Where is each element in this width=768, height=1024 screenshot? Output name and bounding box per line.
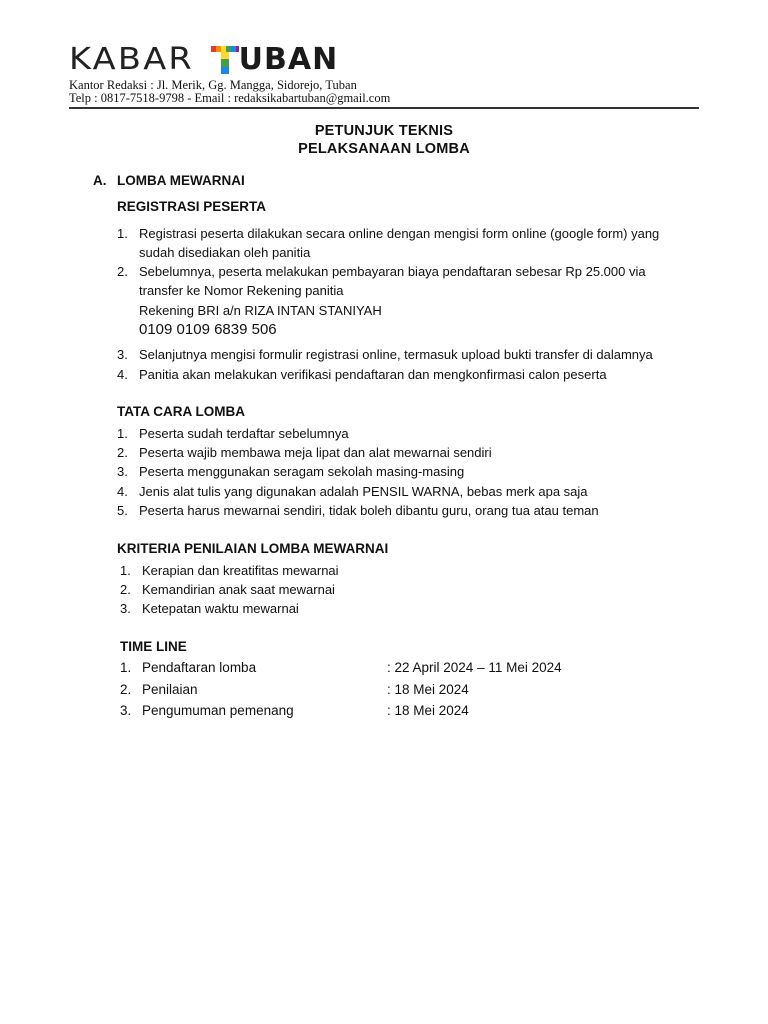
list-item-number: 4. — [117, 484, 128, 499]
document-title-line-1: PETUNJUK TEKNIS — [314, 123, 454, 139]
list-item-number: 1. — [117, 426, 128, 441]
timeline-date: : 18 Mei 2024 — [387, 682, 469, 697]
registrasi-heading: REGISTRASI PESERTA — [117, 199, 267, 214]
list-item-text: Rekening BRI a/n RIZA INTAN STANIYAH — [139, 303, 382, 318]
timeline-date: : 22 April 2024 – 11 Mei 2024 — [387, 660, 562, 675]
list-item-text: sudah disediakan oleh panitia — [139, 245, 311, 260]
timeline-label: Pendaftaran lomba — [142, 660, 257, 675]
timeline-label: Penilaian — [142, 682, 198, 697]
logo-text-kabar: KABAR — [69, 42, 195, 77]
rainbow-t-icon — [211, 42, 239, 78]
section-letter: A. — [93, 173, 107, 188]
timeline-heading: TIME LINE — [120, 639, 187, 654]
list-item-text: Peserta sudah terdaftar sebelumnya — [139, 426, 349, 441]
tata-cara-heading: TATA CARA LOMBA — [117, 404, 245, 419]
logo-text-uban: UBAN — [238, 42, 339, 77]
section-title: LOMBA MEWARNAI — [117, 173, 245, 188]
list-item-text: Jenis alat tulis yang digunakan adalah PENSIL WARNA, bebas merk apa saja — [139, 484, 588, 499]
list-item-text: transfer ke Nomor Rekening panitia — [139, 283, 344, 298]
timeline-number: 2. — [120, 682, 132, 697]
office-address: Kantor Redaksi : Jl. Merik, Gg. Mangga, Sidorejo, Tuban — [69, 78, 357, 92]
list-item-text: Registrasi peserta dilakukan secara online dengan mengisi form online (google form) yang — [139, 226, 660, 241]
timeline-date: : 18 Mei 2024 — [387, 703, 469, 718]
list-item-text: Peserta menggunakan seragam sekolah masing-masing — [139, 464, 465, 479]
kriteria-heading: KRITERIA PENILAIAN LOMBA MEWARNAI — [117, 541, 389, 556]
list-item-text: Sebelumnya, peserta melakukan pembayaran biaya pendaftaran sebesar Rp 25.000 via — [139, 264, 646, 279]
list-item-text: Selanjutnya mengisi formulir registrasi online, termasuk upload bukti transfer di dalamnya — [139, 347, 653, 362]
list-item-text: Panitia akan melakukan verifikasi pendaftaran dan mengkonfirmasi calon peserta — [139, 367, 607, 382]
contact-info: Telp : 0817-7518-9798 - Email : redaksikabartuban@gmail.com — [69, 91, 391, 105]
list-item-number: 5. — [117, 503, 128, 518]
list-item-number: 1. — [117, 226, 128, 241]
list-item-number: 3. — [117, 347, 128, 362]
list-item-text: Peserta wajib membawa meja lipat dan alat mewarnai sendiri — [139, 445, 492, 460]
list-item-number: 1. — [120, 563, 131, 578]
list-item-number: 3. — [120, 601, 131, 616]
header-divider — [69, 107, 699, 109]
list-item-number: 2. — [117, 264, 128, 279]
list-item-text: Kerapian dan kreatifitas mewarnai — [142, 563, 339, 578]
document-title-line-2: PELAKSANAAN LOMBA — [298, 141, 470, 157]
list-item-text: Kemandirian anak saat mewarnai — [142, 582, 335, 597]
bank-account-number: 0109 0109 6839 506 — [139, 321, 277, 338]
kabartuban-logo — [69, 42, 338, 78]
list-item-number: 3. — [117, 464, 128, 479]
list-item-number: 2. — [120, 582, 131, 597]
timeline-number: 3. — [120, 703, 132, 718]
timeline-number: 1. — [120, 660, 132, 675]
list-item-text: Peserta harus mewarnai sendiri, tidak boleh dibantu guru, orang tua atau teman — [139, 503, 599, 518]
list-item-text: Ketepatan waktu mewarnai — [142, 601, 299, 616]
list-item-number: 4. — [117, 367, 128, 382]
timeline-label: Pengumuman pemenang — [142, 703, 294, 718]
list-item-number: 2. — [117, 445, 128, 460]
